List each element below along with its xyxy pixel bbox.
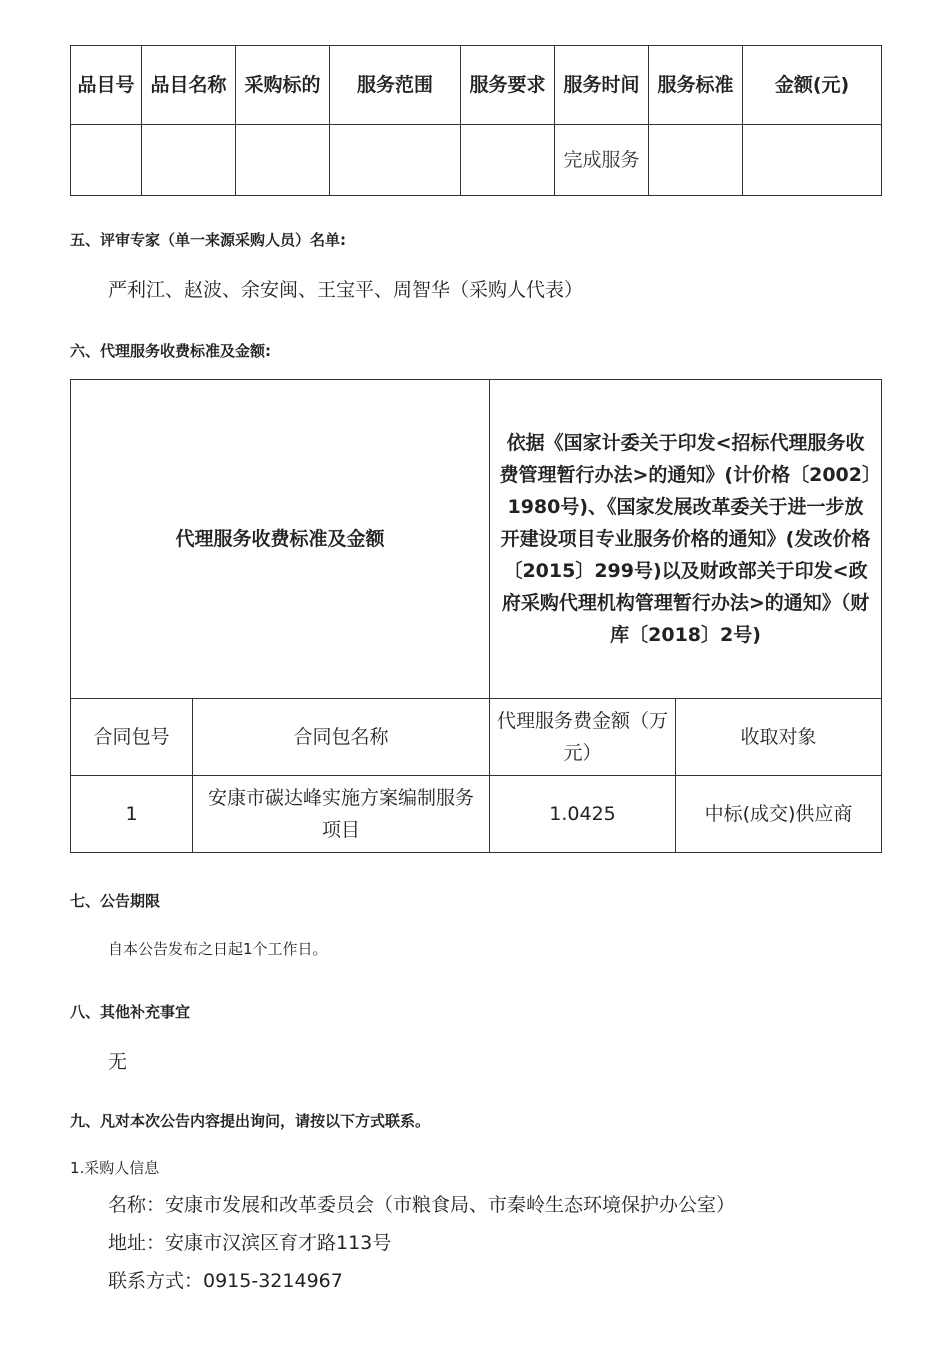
cell-service-standard: [649, 125, 743, 196]
header-package-no: 合同包号: [71, 699, 193, 776]
purchaser-address: 地址：安康市汉滨区育才路113号: [108, 1232, 392, 1254]
header-item-no: 品目号: [71, 46, 142, 125]
section-6-title: 六、代理服务收费标准及金额:: [70, 342, 271, 360]
other-matters: 无: [108, 1051, 128, 1073]
cell-amount: [743, 125, 882, 196]
header-item-name: 品目名称: [142, 46, 236, 125]
header-package-name: 合同包名称: [193, 699, 490, 776]
cell-service-time: 完成服务: [555, 125, 649, 196]
fee-standard-label: 代理服务收费标准及金额: [71, 380, 490, 699]
purchaser-name: 名称：安康市发展和改革委员会（市粮食局、市秦岭生态环境保护办公室）: [108, 1194, 736, 1216]
cell-item-no: [71, 125, 142, 196]
section-9-title: 九、凡对本次公告内容提出询问，请按以下方式联系。: [70, 1112, 431, 1130]
header-service-standard: 服务标准: [649, 46, 743, 125]
header-fee-payer: 收取对象: [676, 699, 882, 776]
header-service-time: 服务时间: [555, 46, 649, 125]
table-row: [71, 776, 882, 853]
header-fee-amount: 代理服务费金额（万元）: [490, 699, 676, 776]
cell-service-scope: [330, 125, 461, 196]
cell-package-no: 1: [71, 776, 193, 853]
header-procurement-target: 采购标的: [236, 46, 330, 125]
section-5-title: 五、评审专家（单一来源采购人员）名单:: [70, 231, 347, 249]
cell-item-name: [142, 125, 236, 196]
table-row: [71, 125, 882, 196]
purchaser-info-heading: 1.采购人信息: [70, 1159, 160, 1177]
fee-basis-text: 依据《国家计委关于印发<招标代理服务收费管理暂行办法>的通知》(计价格〔2002〕1980号)、《国家发展改革委关于进一步放开建设项目专业服务价格的通知》(发改价格〔2015〕299号)以及财政部关于印发<政府采购代理机构管理暂行办法>的通知》（财库〔2018〕2号): [490, 380, 882, 699]
cell-procurement-target: [236, 125, 330, 196]
cell-fee-payer: 中标(成交)供应商: [676, 776, 882, 853]
cell-package-name: 安康市碳达峰实施方案编制服务项目: [193, 776, 490, 853]
header-amount: 金额(元): [743, 46, 882, 125]
announcement-period: 自本公告发布之日起1个工作日。: [108, 940, 328, 958]
table-header-row: [71, 46, 882, 125]
agency-fee-table: [70, 379, 882, 853]
expert-list: 严利江、赵波、余安闽、王宝平、周智华（采购人代表）: [108, 279, 584, 301]
header-service-scope: 服务范围: [330, 46, 461, 125]
purchaser-contact: 联系方式：0915-3214967: [108, 1270, 343, 1292]
header-service-requirement: 服务要求: [461, 46, 555, 125]
procurement-items-table: [70, 45, 882, 196]
cell-service-requirement: [461, 125, 555, 196]
section-8-title: 八、其他补充事宜: [70, 1003, 191, 1021]
cell-fee-amount: 1.0425: [490, 776, 676, 853]
section-7-title: 七、公告期限: [70, 892, 161, 910]
fee-basis-row: [71, 380, 882, 699]
table-header-row: [71, 699, 882, 776]
